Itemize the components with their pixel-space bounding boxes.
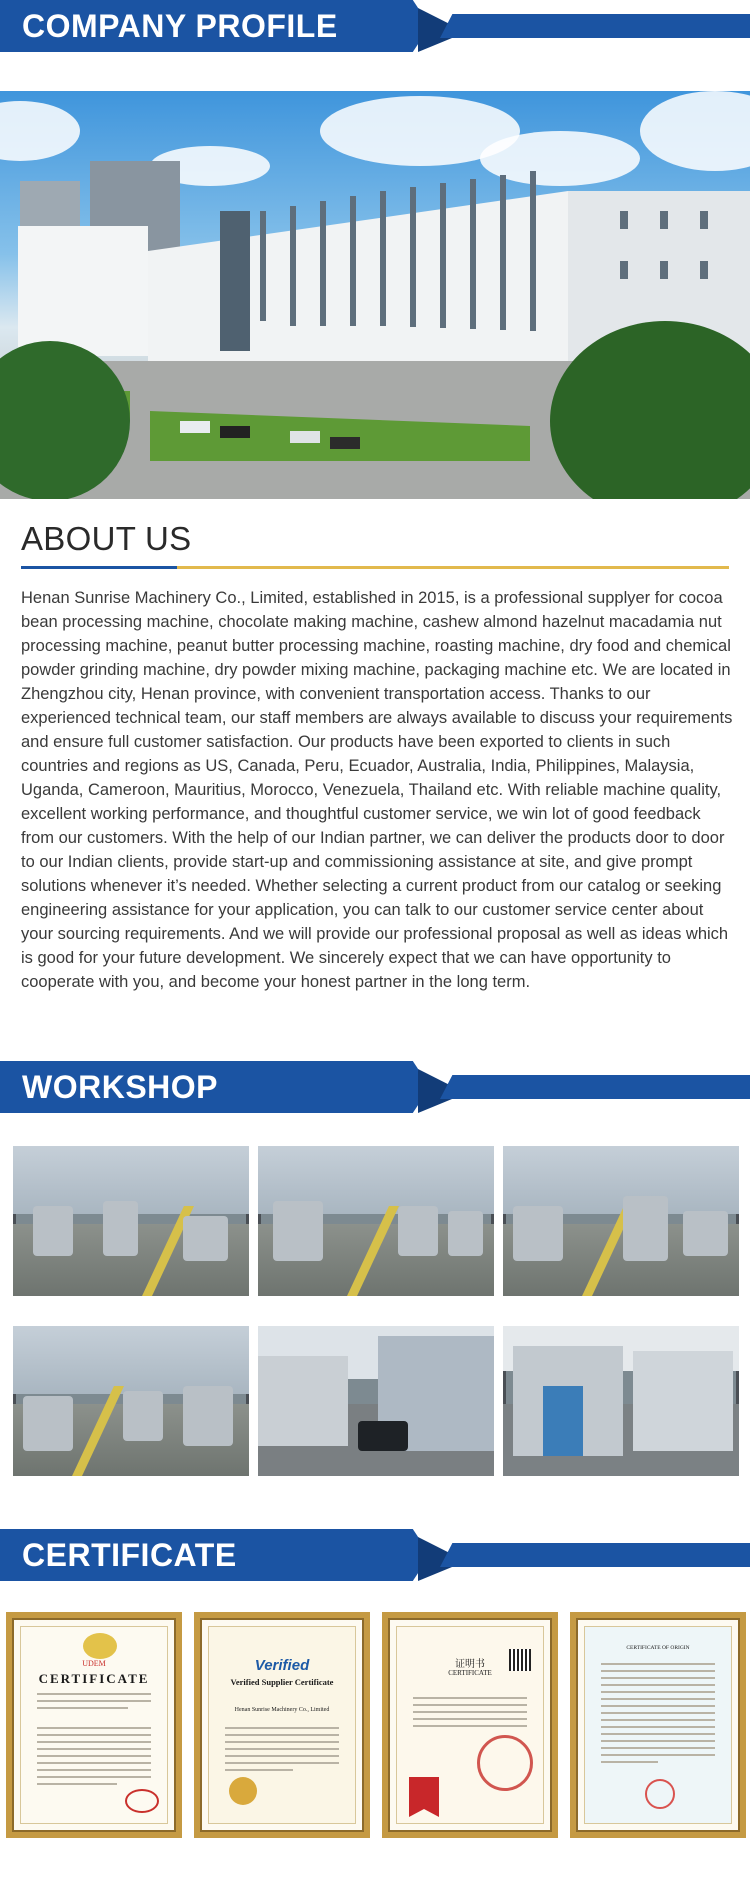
workshop-photo-2 bbox=[258, 1146, 494, 1296]
certificate-ce-title: CERTIFICATE bbox=[38, 1671, 150, 1686]
company-building-image bbox=[0, 91, 750, 499]
workshop-banner bbox=[0, 1061, 750, 1113]
gold-seal-icon bbox=[229, 1777, 257, 1805]
workshop-photo-4 bbox=[13, 1326, 249, 1476]
workshop-title: WORKSHOP bbox=[22, 1069, 218, 1105]
verified-brand: Verified bbox=[254, 1657, 310, 1674]
certificate-banner bbox=[0, 1529, 750, 1581]
verified-certificate-title: Verified Supplier Certificate bbox=[230, 1677, 334, 1687]
certificate-ce bbox=[6, 1612, 182, 1838]
ce-mark-icon bbox=[125, 1789, 159, 1813]
company-profile-title: COMPANY PROFILE bbox=[22, 8, 338, 44]
about-us-paragraph: Henan Sunrise Machinery Co., Limited, established in 2015, is a professional supplyer for cocoa bean processing machine, chocolate making machine, cashew almond hazelnut macadamia nut processing machine, peanut butter processing machine, roasting machine, dry food and chemical powder grinding machine, dry powder mixing machine, packaging machine etc. We are located in Zhengzhou city, Henan province, with convenient transportation access. Thanks to our experienced technical team, our staff members are always available to discuss your requirements and ensure full customer satisfaction. Our products have been exported to clients in such countries and regions as US, Canada, Peru, Ecuador, Australia, India, Philippines, Malaysia, Uganda, Cameroon, Mauritius, Morocco, Venezuela, Thailand etc. With reliable machine quality, excellent working performance, and thoughtful customer service, we win lot of good feedback from our customers. With the help of our Indian partner, we can deliver the products door to door to our Indian clients, provide start-up and commissioning assistance at site, and give prompt solutions whenever it’s needed. Whether selecting a current product from our catalog or seeking engineering assistance for your application, you can talk to our customer service center about your sourcing requirements. And we will provide our professional proposal as well as ideas which is good for your future development. We sincerely expect that we can have opportunity to cooperate with you, and become your honest partner in the long term. bbox=[21, 589, 733, 991]
certificate-of-origin bbox=[570, 1612, 746, 1838]
ccpit-subtitle: CERTIFICATE bbox=[448, 1669, 492, 1677]
verified-company-name: Henan Sunrise Machinery Co., Limited bbox=[234, 1707, 330, 1713]
certificate-ce-badge: UDEM bbox=[82, 1659, 106, 1668]
workshop-photo-3 bbox=[503, 1146, 739, 1296]
ccpit-title: 证明书 bbox=[455, 1659, 485, 1670]
banner-tail bbox=[440, 14, 750, 38]
red-seal-icon bbox=[477, 1735, 533, 1791]
origin-title: CERTIFICATE OF ORIGIN bbox=[626, 1645, 690, 1651]
origin-stamp-icon bbox=[645, 1779, 675, 1809]
certificate-verified-supplier bbox=[194, 1612, 370, 1838]
banner-tail bbox=[440, 1075, 750, 1099]
company-profile-banner bbox=[0, 0, 750, 52]
workshop-photo-5 bbox=[258, 1326, 494, 1476]
about-us-divider bbox=[21, 566, 729, 569]
workshop-photo-6 bbox=[503, 1326, 739, 1476]
certificate-title: CERTIFICATE bbox=[22, 1537, 237, 1573]
about-us-heading: ABOUT US bbox=[21, 520, 192, 557]
workshop-photo-1 bbox=[13, 1146, 249, 1296]
banner-tail bbox=[440, 1543, 750, 1567]
red-ribbon-icon bbox=[409, 1777, 439, 1817]
certificate-ccpit bbox=[382, 1612, 558, 1838]
qr-code-icon bbox=[509, 1649, 531, 1671]
udem-logo-icon bbox=[83, 1633, 117, 1659]
